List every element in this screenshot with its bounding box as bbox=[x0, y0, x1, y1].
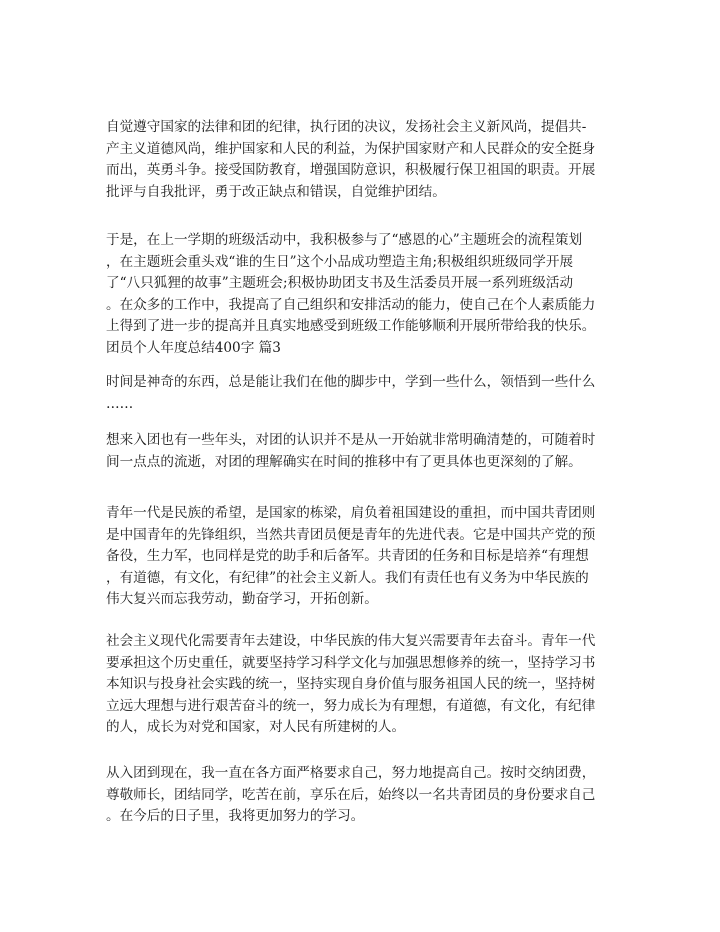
paragraph-discipline bbox=[106, 117, 626, 203]
paragraph-youth bbox=[106, 503, 626, 611]
text-line: 伟大复兴而忘我劳动，勤奋学习，开拓创新。 bbox=[106, 591, 378, 608]
text-line: ，有道德，有文化，有纪律”的社会主义新人。我们有责任也有义务为中华民族的 bbox=[106, 569, 589, 586]
text-line: …… bbox=[106, 395, 134, 412]
text-line: 想来入团也有一些年头，对团的认识并不是从一开始就非常明确清楚的，可随着时 bbox=[106, 432, 596, 448]
text-line: ，在主题班会重头戏“谁的生日”这个小品成功塑造主角;积极组织班级同学开展 bbox=[106, 253, 574, 270]
paragraph-modernization bbox=[106, 631, 626, 739]
text-line: 。在众多的工作中，我提高了自己组织和安排活动的能力，使自己在个人素质能力 bbox=[106, 296, 596, 313]
text-line: 产主义道德风尚，维护国家和人民的利益，为保护国家财产和人民群众的安全挺身 bbox=[106, 140, 596, 157]
text-line: 时间是神奇的东西，总是能让我们在他的脚步中，学到一些什么，领悟到一些什么 bbox=[106, 374, 596, 390]
text-line: 自觉遵守国家的法律和团的纪律，执行团的决议，发扬社会主义新风尚，提倡共- bbox=[106, 119, 587, 135]
text-line: 了“八只狐狸的故事”主题班会;积极协助团支书及生活委员开展一系列班级活动 bbox=[106, 275, 574, 292]
paragraph-self-requirement bbox=[106, 763, 626, 828]
text-line: 。在今后的日子里，我将更加努力的学习。 bbox=[106, 808, 365, 825]
text-line: 间一点点的流逝，对团的理解确实在时间的推移中有了更具体也更深刻的了解。 bbox=[106, 453, 582, 470]
text-line: 的人，成长为对党和国家，对人民有所建树的人。 bbox=[106, 719, 406, 736]
paragraph-joining bbox=[106, 430, 626, 473]
paragraph-time bbox=[106, 372, 626, 415]
paragraph-class-activities bbox=[106, 230, 626, 338]
text-line: 青年一代是民族的希望，是国家的栋梁，肩负着祖国建设的重担，而中国共青团则 bbox=[106, 505, 596, 521]
section-heading: 团员个人年度总结400字 篇3 bbox=[106, 340, 281, 356]
text-line: 立远大理想与进行艰苦奋斗的统一，努力成长为有理想，有道德，有文化，有纪律 bbox=[106, 697, 596, 714]
text-line: 尊敬师长，团结同学，吃苦在前，享乐在后，始终以一名共青团员的身份要求自己 bbox=[106, 786, 596, 803]
text-line: 批评与自我批评，勇于改正缺点和错误，自觉维护团结。 bbox=[106, 183, 446, 200]
text-line: 于是，在上一学期的班级活动中，我积极参与了“感恩的心”主题班会的流程策划 bbox=[106, 232, 583, 248]
text-line: 是中国青年的先锋组织，当然共青团员便是青年的先进代表。它是中国共产党的预 bbox=[106, 526, 596, 543]
text-line: 而出，英勇斗争。接受国防教育，增强国防意识，积极履行保卫祖国的职责。开展 bbox=[106, 162, 596, 179]
text-line: 要承担这个历史重任，就要坚持学习科学文化与加强思想修养的统一，坚持学习书 bbox=[106, 654, 596, 671]
text-line: 从入团到现在，我一直在各方面严格要求自己，努力地提高自己。按时交纳团费， bbox=[106, 765, 596, 781]
text-line: 本知识与投身社会实践的统一，坚持实现自身价值与服务祖国人民的统一，坚持树 bbox=[106, 676, 596, 693]
text-line: 社会主义现代化需要青年去建设，中华民族的伟大复兴需要青年去奋斗。青年一代 bbox=[106, 633, 596, 649]
text-line: 上得到了进一步的提高并且真实地感受到班级工作能够顺利开展所带给我的快乐。 bbox=[106, 318, 596, 335]
text-line: 备役，生力军，也同样是党的助手和后备军。共青团的任务和目标是培养“有理想 bbox=[106, 548, 589, 565]
